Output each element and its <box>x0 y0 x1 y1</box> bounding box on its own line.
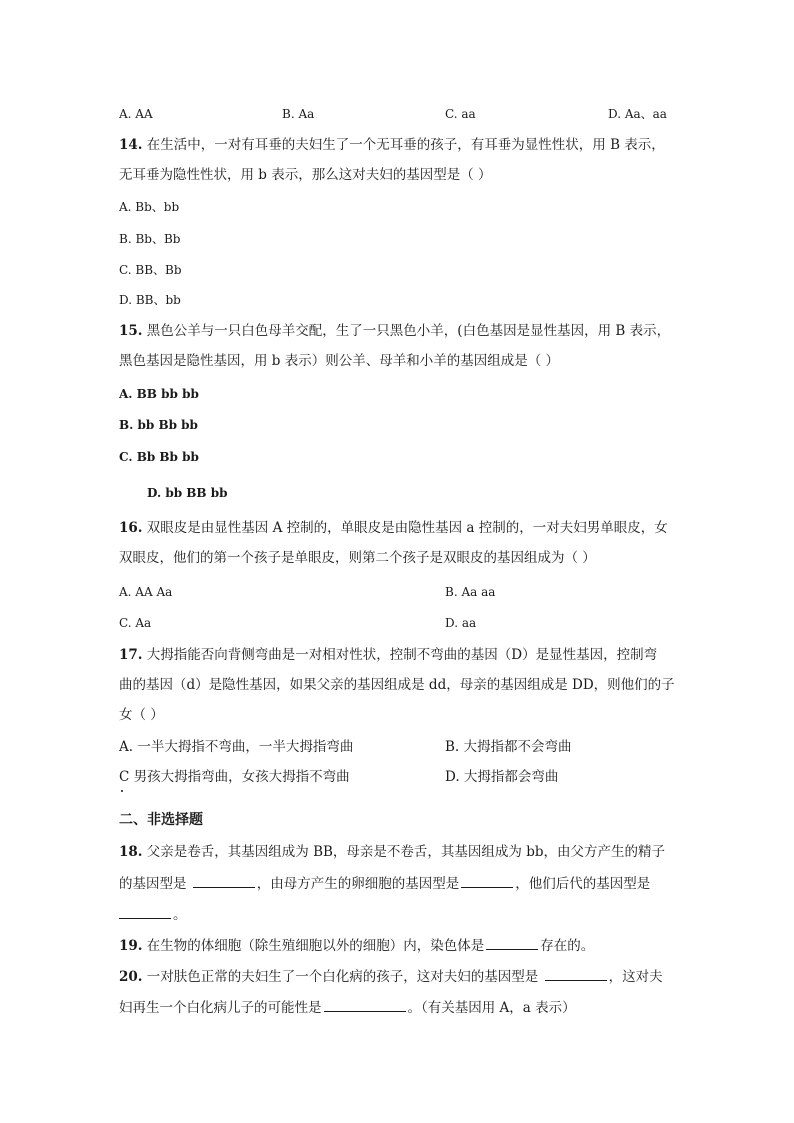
q17-line-1 <box>119 646 657 664</box>
q18-line-1 <box>119 843 665 861</box>
q16-stem-2: 双眼皮，他们的第一个孩子是单眼皮，则第二个孩子是双眼皮的基因组成为（ ） <box>119 550 596 566</box>
q17-option-d: D. 大拇指都会弯曲 <box>445 769 559 785</box>
q18-stem-2a: 的基因型是 <box>119 876 191 892</box>
q15-number: 15. <box>119 323 143 339</box>
q20-stem-1a: 一对肤色正常的夫妇生了一个白化病的孩子，这对夫妇的基因型是 <box>146 969 543 985</box>
q16-option-c: C. Aa <box>119 616 152 630</box>
q18-blank-offspring[interactable] <box>119 905 171 919</box>
q18-stem-2b: ，由母方产生的卵细胞的基因型是 <box>256 876 460 892</box>
q13-option-b: B. Aa <box>282 107 315 121</box>
q17-stem-1: 大拇指能否向背侧弯曲是一对相对性状，控制不弯曲的基因（D）是显性基因，控制弯 <box>146 647 658 663</box>
q16-number: 16. <box>119 520 143 536</box>
q17-option-a: A. 一半大拇指不弯曲，一半大拇指弯曲 <box>119 739 354 755</box>
q18-stem-1: 父亲是卷舌，其基因组成为 BB，母亲是不卷舌，其基因组成为 bb，由父方产生的精子 <box>146 844 666 860</box>
q20-line-1 <box>119 967 663 986</box>
stray-dot-mark <box>121 790 123 792</box>
q18-line-3 <box>119 905 187 924</box>
q20-blank-probability[interactable] <box>324 998 406 1012</box>
q15-stem-1: 黑色公羊与一只白色母羊交配，生了一只黑色小羊，(白色基因是显性基因，用 B 表示， <box>146 323 671 339</box>
section-2-title: 二、非选择题 <box>119 812 203 828</box>
q18-stem-2c: ，他们后代的基因型是 <box>515 876 651 892</box>
q15-option-b: B. bb Bb bb <box>119 418 198 432</box>
q16-option-a: A. AA Aa <box>119 585 173 599</box>
q17-option-c: C 男孩大拇指弯曲，女孩大拇指不弯曲 <box>119 769 350 785</box>
q17-option-b: B. 大拇指都不会弯曲 <box>445 739 572 755</box>
q15-option-a: A. BB bb bb <box>119 387 199 401</box>
q15-option-c: C. Bb Bb bb <box>119 450 199 464</box>
q19-stem-a: 在生物的体细胞（除生殖细胞以外的细胞）内，染色体是 <box>146 938 485 954</box>
q15-option-d: D. bb BB bb <box>147 486 228 500</box>
q19-stem-b: 存在的。 <box>540 938 595 954</box>
q13-option-c: C. aa <box>445 107 476 121</box>
q18-number: 18. <box>119 844 143 860</box>
q20-blank-genotype[interactable] <box>545 967 607 981</box>
q14-stem-1: 在生活中，一对有耳垂的夫妇生了一个无耳垂的孩子，有耳垂为显性性状，用 B 表示， <box>146 137 665 153</box>
q14-line-1 <box>119 136 665 154</box>
q13-option-d: D. Aa、aa <box>608 107 667 121</box>
q17-stem-3: 女（ ） <box>119 707 164 723</box>
q17-number: 17. <box>119 647 143 663</box>
q19-blank[interactable] <box>486 936 538 950</box>
q18-blank-egg[interactable] <box>461 874 513 888</box>
q14-option-d: D. BB、bb <box>119 293 181 307</box>
q14-stem-2: 无耳垂为隐性性状，用 b 表示，那么这对夫妇的基因型是（ ） <box>119 167 492 183</box>
q18-stem-3: 。 <box>173 907 187 923</box>
q20-stem-2a: 妇再生一个白化病儿子的可能性是 <box>119 1000 322 1016</box>
q15-stem-2: 黑色基因是隐性基因，用 b 表示）则公羊、母羊和小羊的基因组成是（ ） <box>119 353 560 369</box>
q20-number: 20. <box>119 969 143 985</box>
q13-option-a: A. AA <box>119 107 153 121</box>
q20-stem-2b: 。（有关基因用 A，a 表示） <box>407 1000 576 1016</box>
q17-stem-2: 曲的基因（d）是隐性基因，如果父亲的基因组成是 dd，母亲的基因组成是 DD，则他们的子 <box>119 677 675 693</box>
q15-line-1 <box>119 322 670 340</box>
q16-option-d: D. aa <box>445 616 477 630</box>
q20-line-2 <box>119 998 576 1017</box>
q19-line <box>119 936 594 955</box>
q18-blank-sperm[interactable] <box>193 874 255 888</box>
q16-option-b: B. Aa aa <box>445 585 496 599</box>
q18-line-2 <box>119 874 650 893</box>
q14-option-a: A. Bb、bb <box>119 200 180 214</box>
q19-number: 19. <box>119 938 143 954</box>
q14-option-b: B. Bb、Bb <box>119 232 181 246</box>
q16-stem-1: 双眼皮是由显性基因 A 控制的，单眼皮是由隐性基因 a 控制的，一对夫妇男单眼皮，女 <box>146 520 668 536</box>
q14-number: 14. <box>119 137 143 153</box>
q16-line-1 <box>119 519 668 537</box>
q20-stem-1b: ，这对夫 <box>608 969 663 985</box>
q14-option-c: C. BB、Bb <box>119 263 182 277</box>
